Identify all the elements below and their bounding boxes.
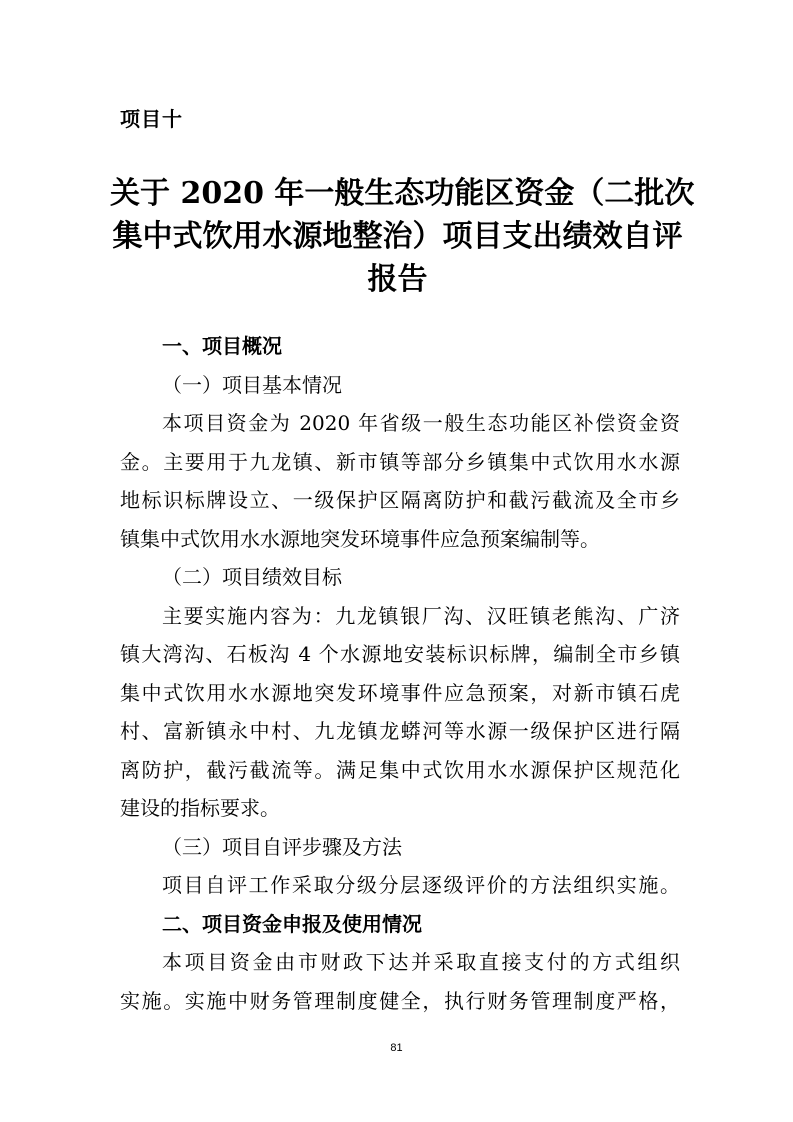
title-line-1: 关于 2020 年一般生态功能区资金（二批次 [110, 176, 695, 211]
title-line-3: 报告 [367, 262, 428, 297]
paragraph-line: 主要实施内容为：九龙镇银厂沟、汉旺镇老熊沟、广济 [162, 604, 680, 628]
paragraph-line: 本项目资金为 2020 年省级一般生态功能区补偿资金资 [162, 411, 680, 435]
paragraph-line: 项目自评工作采取分级分层逐级评价的方法组织实施。 [162, 873, 680, 897]
subsection-1-heading: （一）项目基本情况 [162, 373, 342, 397]
paragraph-line: 地标识标牌设立、一级保护区隔离防护和截污截流及全市乡 [120, 488, 680, 512]
paragraph-line: 实施。实施中财务管理制度健全，执行财务管理制度严格， [120, 989, 680, 1013]
subsection-3-heading: （三）项目自评步骤及方法 [162, 835, 402, 859]
title-line-2: 集中式饮用水源地整治）项目支出绩效自评 [112, 219, 683, 254]
paragraph-line: 镇集中式饮用水水源地突发环境事件应急预案编制等。 [120, 527, 600, 551]
paragraph-line: 金。主要用于九龙镇、新市镇等部分乡镇集中式饮用水水源 [120, 450, 680, 474]
subsection-2-heading: （二）项目绩效目标 [162, 565, 342, 589]
paragraph-line: 集中式饮用水水源地突发环境事件应急预案，对新市镇石虎 [120, 681, 680, 705]
section-1-heading: 一、项目概况 [162, 334, 282, 358]
paragraph-line: 离防护，截污截流等。满足集中式饮用水水源保护区规范化 [120, 758, 680, 782]
paragraph-line: 本项目资金由市财政下达并采取直接支付的方式组织 [162, 950, 680, 974]
paragraph-line: 镇大湾沟、石板沟 4 个水源地安装标识标牌，编制全市乡镇 [120, 642, 680, 666]
project-label: 项目十 [120, 107, 183, 131]
section-2-heading: 二、项目资金申报及使用情况 [162, 912, 422, 936]
page-number: 81 [390, 1042, 403, 1054]
document-title [110, 172, 695, 301]
paragraph-line: 建设的指标要求。 [120, 796, 280, 820]
paragraph-line: 村、富新镇永中村、九龙镇龙蟒河等水源一级保护区进行隔 [120, 719, 680, 743]
